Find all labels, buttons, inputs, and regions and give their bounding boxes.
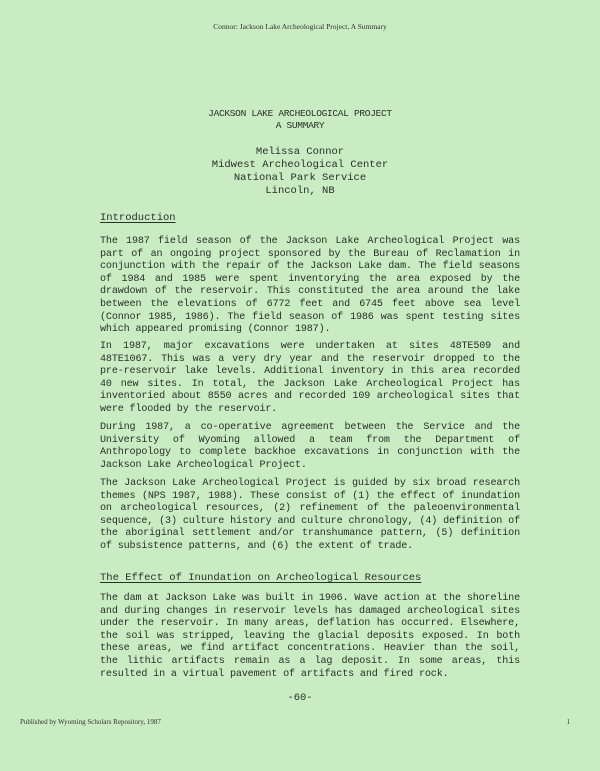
- paragraph: The dam at Jackson Lake was built in 1906. Wave action at the shoreline and during changes in reservoir levels has damaged archeological sites under the reservoir. In many areas, deflation has occurred. Elsewhere, the soil was stripped, leaving the glacial deposits exposed. In both these areas, we find artifact concentrations. Heavier than the soil, the lithic artifacts remain as a lag deposit. In some areas, this resulted in a virtual pavement of artifacts and fired rock.: [100, 593, 520, 680]
- article-title: [0, 108, 600, 132]
- section-heading-inundation: The Effect of Inundation on Archeological Resources: [100, 572, 422, 584]
- paragraph: During 1987, a co-operative agreement between the Service and the University of Wyoming allowed a team from the Department of Anthropology to complete backhoe excavations in conjunction with the Jackson Lake Archeological Project.: [100, 422, 520, 471]
- page-number: -60-: [287, 692, 313, 704]
- author-affiliation-2: National Park Service: [233, 172, 367, 184]
- section-heading-introduction: Introduction: [100, 212, 176, 224]
- author-affiliation-1: Midwest Archeological Center: [211, 159, 389, 171]
- paragraph: The 1987 field season of the Jackson Lake Archeological Project was part of an ongoing project sponsored by the Bureau of Reclamation in conjunction with the repair of the Jackson Lake dam. The field seasons of 1984 and 1985 were spent inventorying the area exposed by the drawdown of the reservoir. This constituted the area around the lake between the elevations of 6772 feet and 6745 feet above sea level (Connor 1985, 1986). The field season of 1986 was spent testing sites which appeared promising (Connor 1987).: [100, 236, 520, 336]
- author-location: Lincoln, NB: [265, 185, 335, 197]
- footer-publisher: Published by Wyoming Scholars Repository, 1987: [20, 718, 161, 726]
- running-head: Connor: Jackson Lake Archeological Project, A Summary: [213, 22, 387, 31]
- footer-page-index: 1: [566, 718, 570, 726]
- author-name: Melissa Connor: [255, 146, 345, 158]
- paragraph: The Jackson Lake Archeological Project is guided by six broad research themes (NPS 1987, 1988). These consist of (1) the effect of inundation on archeological resources, (2) refinement of the paleoenvironmental sequence, (3) culture history and culture chronology, (4) definition of the aboriginal settlement and/or transhumance pattern, (5) definition of subsistence patterns, and (6) the extent of trade.: [100, 478, 520, 552]
- title-line-2: A SUMMARY: [275, 120, 325, 131]
- title-line-1: JACKSON LAKE ARCHEOLOGICAL PROJECT: [208, 108, 392, 119]
- author-block: [0, 146, 600, 198]
- paragraph: In 1987, major excavations were undertaken at sites 48TE509 and 48TE1067. This was a very dry year and the reservoir dropped to the pre-reservoir lake levels. Additional inventory in this area recorded 40 new sites. In total, the Jackson Lake Archeological Project has inventoried about 8550 acres and recorded 109 archeological sites that were flooded by the reservoir.: [100, 341, 520, 415]
